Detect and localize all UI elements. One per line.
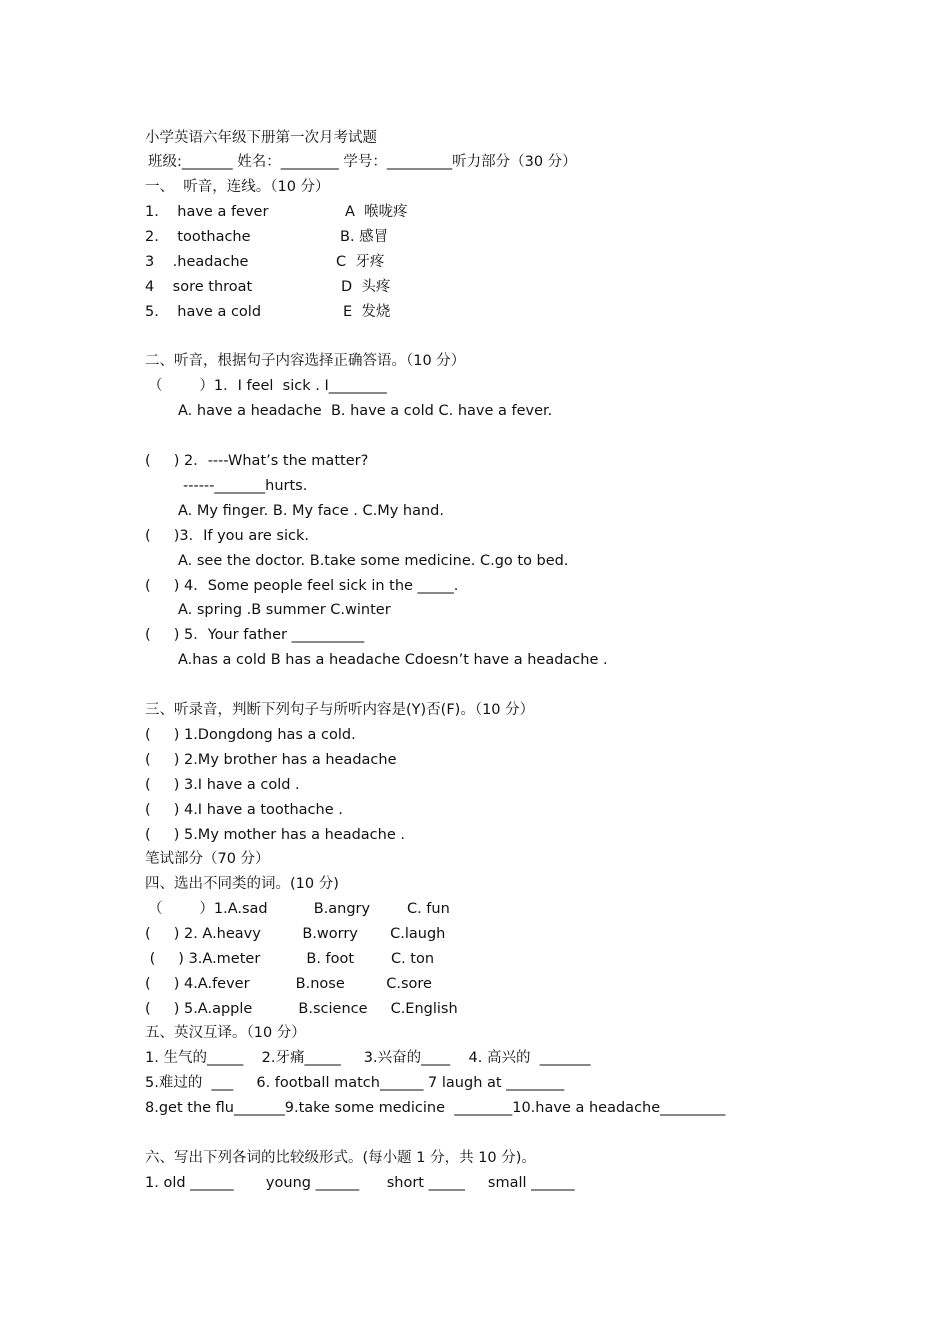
match-left-1: 1. have a fever — [145, 204, 269, 220]
question-2-4: ( ) 4．Some people feel sick in the _____. — [145, 578, 459, 594]
match-right-2: B. 感冒 — [340, 229, 389, 245]
match-left-4: 4 sore throat — [145, 279, 253, 295]
options-2-1: A. have a headache B. have a cold C. have a fever. — [178, 403, 553, 419]
judge-item-3: ( ) 3.I have a cold . — [145, 777, 300, 793]
judge-item-4: ( ) 4.I have a toothache . — [145, 802, 343, 818]
section-6-heading: 六、写出下列各词的比较级形式。(每小题 1 分，共 10 分)。 — [145, 1150, 536, 1166]
match-right-1: A 喉咙疼 — [345, 204, 408, 220]
odd-one-out-2: ( ) 2. A.heavy B.worry C.laugh — [145, 926, 446, 942]
question-2-3: ( )3．If you are sick. — [145, 528, 309, 544]
section-4-heading: 四、选出不同类的词。(10 分) — [145, 876, 339, 892]
section-1-heading: 一、 听音，连线。（10 分） — [145, 179, 330, 195]
student-info-line: 班级:_______ 姓名：________ 学号：_________听力部分（30 分） — [148, 154, 577, 170]
question-2-1: （ ）1．I feel sick . I________ — [148, 378, 387, 394]
odd-one-out-4: ( ) 4.A.fever B.nose C.sore — [145, 976, 432, 992]
translate-line-2: 5.难过的 ___ 6. football match______ 7 laugh at ________ — [145, 1075, 565, 1091]
match-left-5: 5. have a cold — [145, 304, 262, 320]
options-2-5: A.has a cold B has a headache Cdoesn’t have a headache . — [178, 652, 608, 668]
comparative-line-1: 1. old ______ young ______ short _____ small ______ — [145, 1175, 575, 1191]
match-right-3: C 牙疼 — [336, 254, 385, 270]
odd-one-out-1: （ ）1.A.sad B.angry C. fun — [148, 901, 450, 917]
match-right-4: D 头疼 — [341, 279, 391, 295]
options-2-3: A. see the doctor. B.take some medicine. C.go to bed. — [178, 553, 569, 569]
section-2-heading: 二、听音，根据句子内容选择正确答语。（10 分） — [145, 353, 466, 369]
question-2-2-line2: ------_______hurts. — [183, 478, 308, 494]
exam-title: 小学英语六年级下册第一次月考试题 — [145, 130, 377, 146]
odd-one-out-3: ( ) 3.A.meter B. foot C. ton — [145, 951, 435, 967]
judge-item-2: ( ) 2.My brother has a headache — [145, 752, 397, 768]
question-2-2: ( ) 2．----What’s the matter? — [145, 453, 369, 469]
match-right-5: E 发烧 — [343, 304, 391, 320]
section-5-heading: 五、英汉互译。（10 分） — [145, 1025, 306, 1041]
section-3-heading: 三、听录音，判断下列句子与所听内容是(Y)否(F)。（10 分） — [145, 702, 535, 718]
judge-item-5: ( ) 5.My mother has a headache . — [145, 827, 405, 843]
judge-item-1: ( ) 1.Dongdong has a cold. — [145, 727, 356, 743]
options-2-2: A. My finger. B. My face . C.My hand. — [178, 503, 444, 519]
match-left-2: 2. toothache — [145, 229, 251, 245]
odd-one-out-5: ( ) 5.A.apple B.science C.English — [145, 1001, 458, 1017]
match-left-3: 3 .headache — [145, 254, 249, 270]
translate-line-1: 1. 生气的_____ 2.牙痛_____ 3.兴奋的____ 4. 高兴的 _______ — [145, 1050, 591, 1066]
options-2-4: A. spring .B summer C.winter — [178, 602, 391, 618]
question-2-5: ( ) 5．Your father __________ — [145, 627, 365, 643]
written-part-heading: 笔试部分（70 分） — [145, 851, 270, 867]
translate-line-3: 8.get the flu_______9.take some medicine ________10.have a headache_________ — [145, 1100, 726, 1116]
